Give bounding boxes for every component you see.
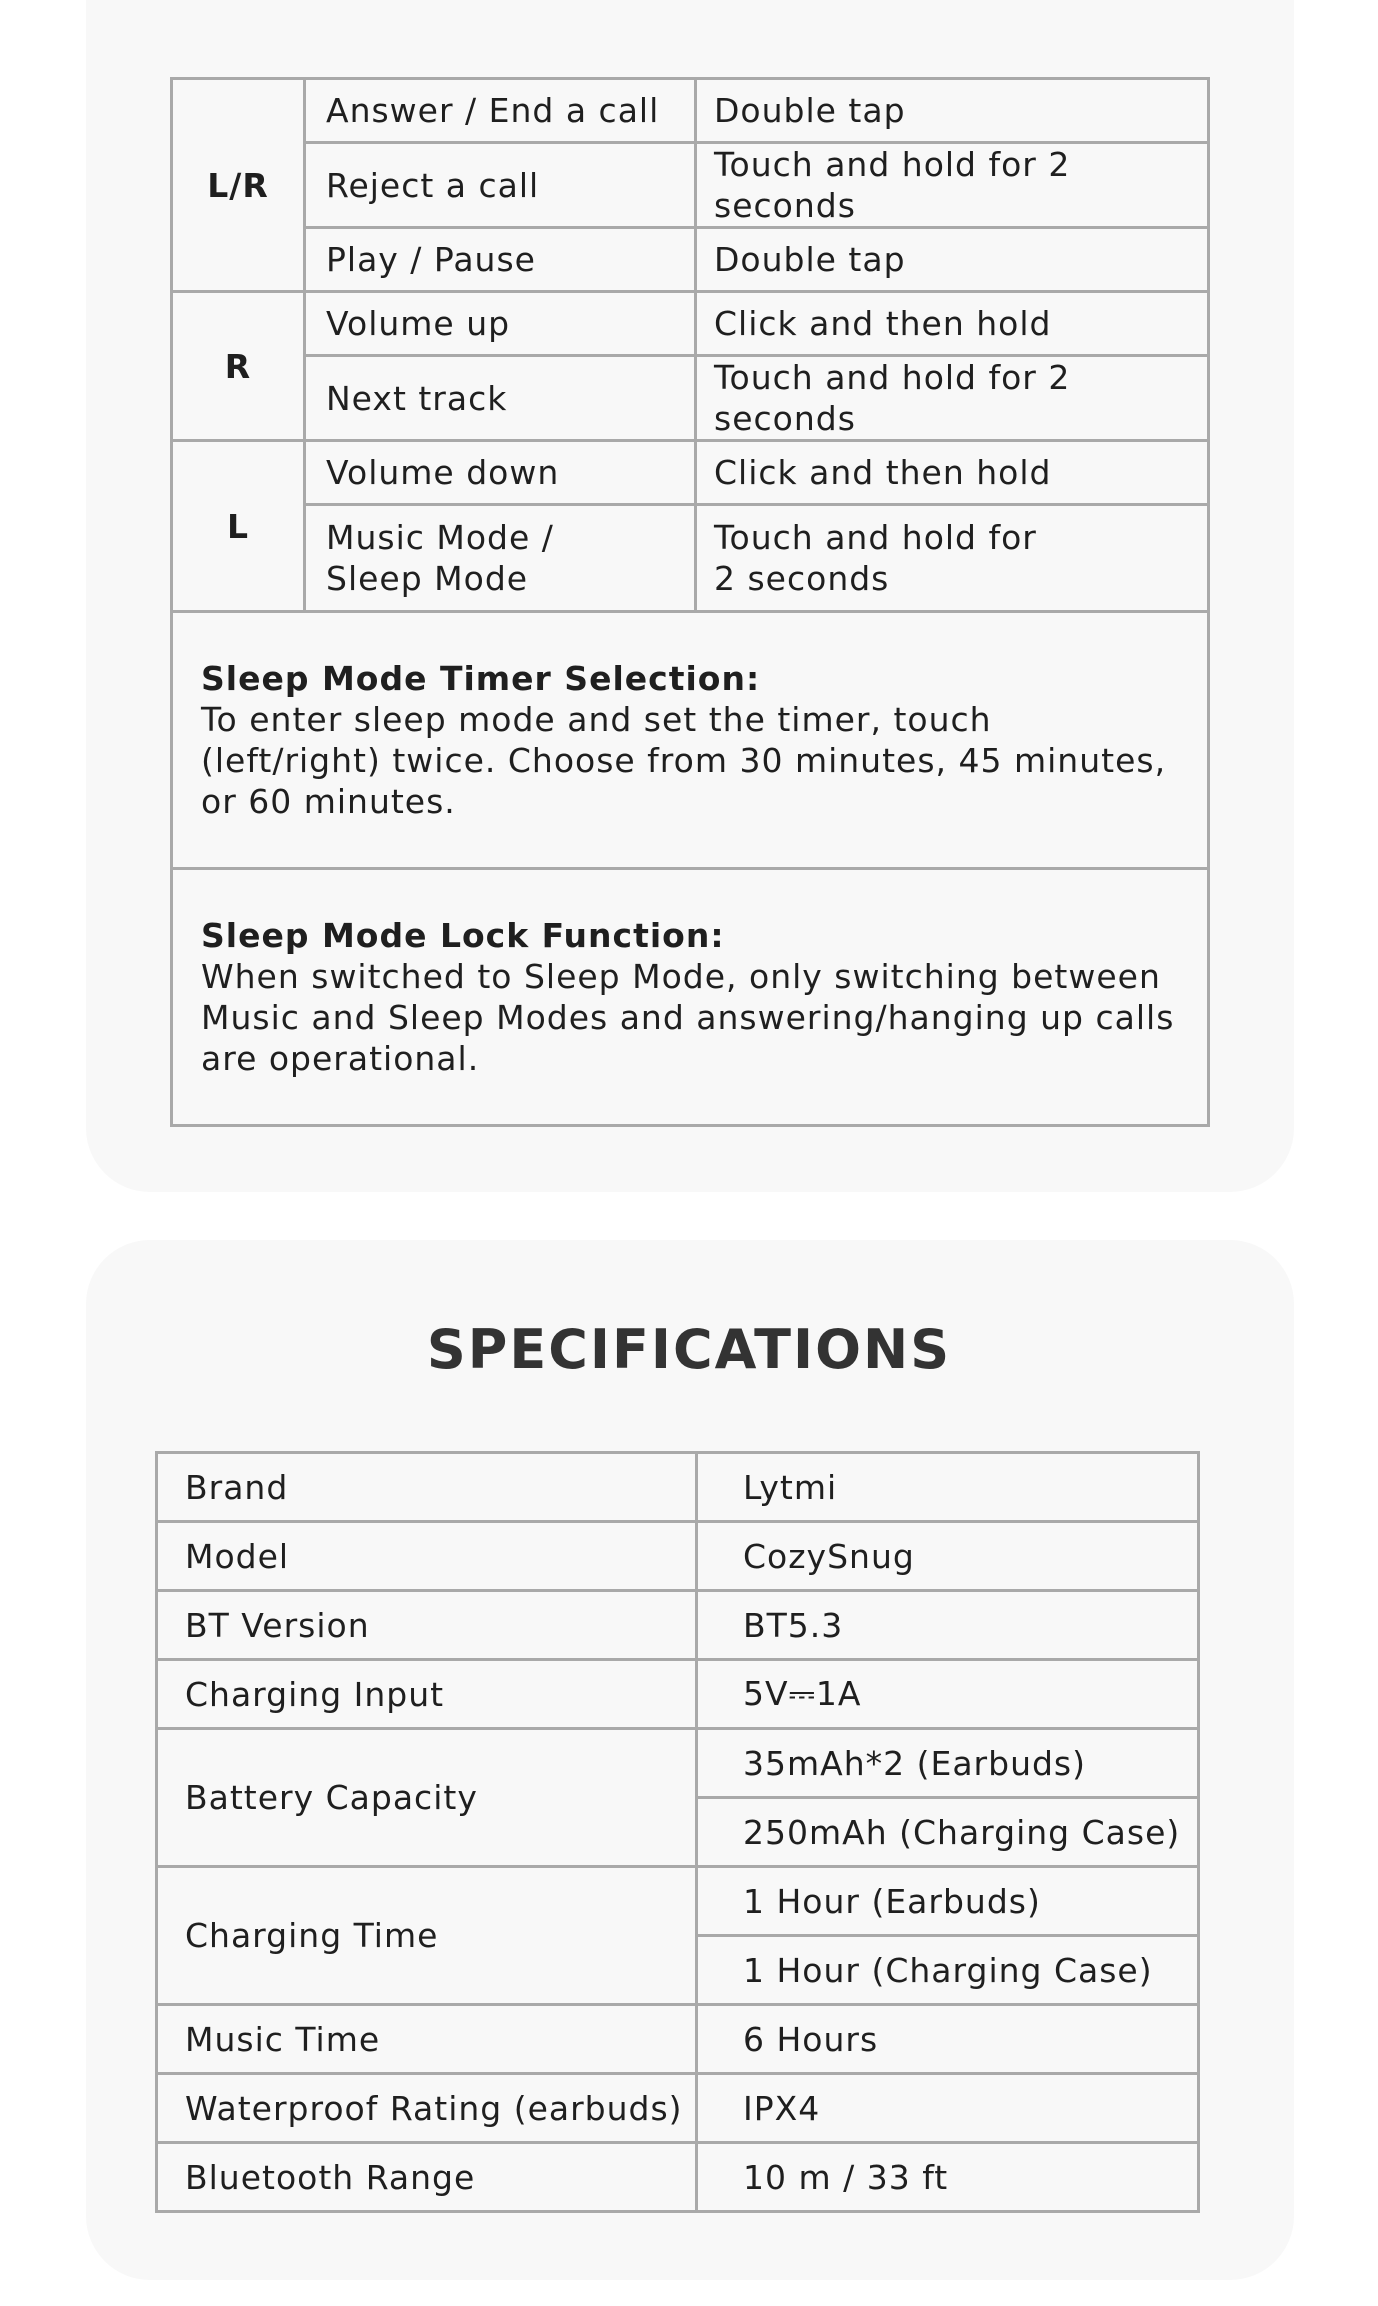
spec-label: Music Time [157,2005,697,2074]
function-cell: Volume down [305,441,696,505]
note-line: To enter sleep mode and set the timer, touch [201,700,992,739]
spec-value: 10 m / 33 ft [697,2143,1199,2212]
table-row [172,356,1209,441]
action-cell: Touch and hold for 2 seconds [696,356,1209,441]
table-row [157,1867,1199,1936]
spec-value: BT5.3 [697,1591,1199,1660]
table-row [172,441,1209,505]
function-cell: Play / Pause [305,228,696,292]
key-r: R [172,292,305,441]
table-row [157,2143,1199,2212]
spec-value: 35mAh*2 (Earbuds) [697,1729,1199,1798]
specifications-heading: SPECIFICATIONS [426,1318,952,1381]
spec-value: 1 Hour (Earbuds) [697,1867,1199,1936]
action-line: 2 seconds [714,559,890,598]
action-cell: Touch and hold for 2 seconds [696,143,1209,228]
table-row [172,143,1209,228]
action-cell: Double tap [696,228,1209,292]
table-row [172,505,1209,612]
table-row [157,1729,1199,1798]
note-line: (left/right) twice. Choose from 30 minutes, 45 minutes, [201,741,1167,780]
note-line: When switched to Sleep Mode, only switching between [201,957,1161,996]
specifications-table [155,1451,1200,2213]
action-cell: Click and then hold [696,292,1209,356]
spec-label: Bluetooth Range [157,2143,697,2212]
spec-value: 5V⎓1A [697,1660,1199,1729]
function-line: Music Mode / [326,518,554,557]
note-line: or 60 minutes. [201,782,456,821]
table-row [157,1660,1199,1729]
note-title: Sleep Mode Lock Function: [201,916,725,955]
action-cell: Double tap [696,79,1209,143]
table-row [157,1522,1199,1591]
spec-value: 1 Hour (Charging Case) [697,1936,1199,2005]
table-row [172,292,1209,356]
spec-label: Battery Capacity [157,1729,697,1867]
note-line: are operational. [201,1039,480,1078]
action-line: Touch and hold for [714,518,1037,557]
table-row [172,612,1209,869]
table-row [157,1453,1199,1522]
function-cell: Next track [305,356,696,441]
action-cell [696,505,1209,612]
table-row [172,869,1209,1126]
sleep-lock-note [172,869,1209,1126]
spec-value: Lytmi [697,1453,1199,1522]
table-row [157,2074,1199,2143]
table-row [172,79,1209,143]
spec-label: Model [157,1522,697,1591]
spec-label: Waterproof Rating (earbuds) [157,2074,697,2143]
function-line: Sleep Mode [326,559,529,598]
table-row [157,2005,1199,2074]
note-title: Sleep Mode Timer Selection: [201,659,761,698]
note-line: Music and Sleep Modes and answering/hanging up calls [201,998,1175,1037]
action-cell: Click and then hold [696,441,1209,505]
function-cell: Answer / End a call [305,79,696,143]
spec-value: IPX4 [697,2074,1199,2143]
spec-value: CozySnug [697,1522,1199,1591]
controls-table [170,77,1210,1127]
spec-label: Brand [157,1453,697,1522]
sleep-timer-note [172,612,1209,869]
spec-label: Charging Time [157,1867,697,2005]
function-cell: Reject a call [305,143,696,228]
table-row [172,228,1209,292]
function-cell: Volume up [305,292,696,356]
table-row [157,1591,1199,1660]
key-lr: L/R [172,79,305,292]
function-cell [305,505,696,612]
spec-label: Charging Input [157,1660,697,1729]
key-l: L [172,441,305,612]
spec-value: 250mAh (Charging Case) [697,1798,1199,1867]
spec-value: 6 Hours [697,2005,1199,2074]
spec-label: BT Version [157,1591,697,1660]
